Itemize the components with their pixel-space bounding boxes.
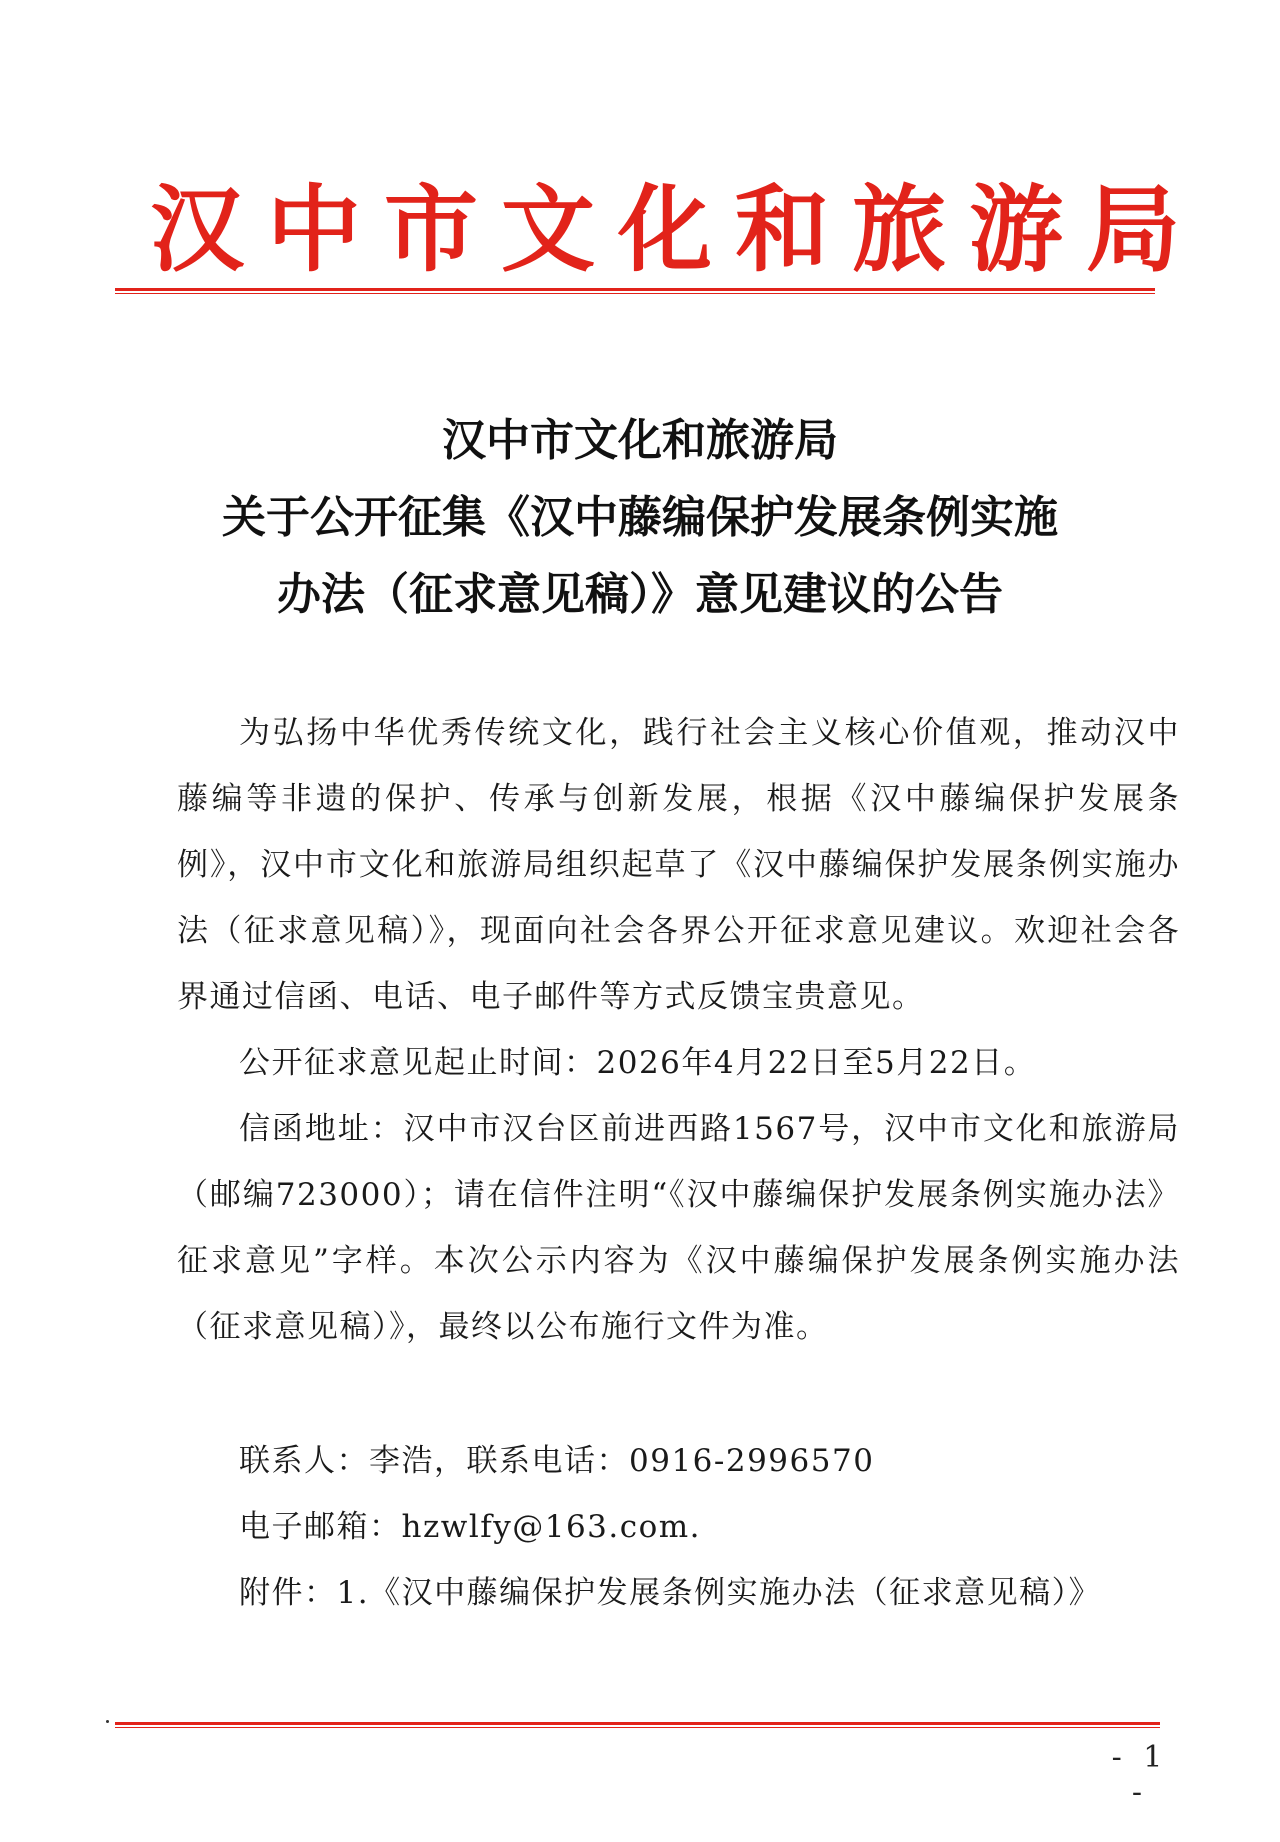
- body-paragraph-period: 公开征求意见起止时间：2026年4月22日至5月22日。: [239, 1045, 1037, 1081]
- letterhead-red-rule: [115, 288, 1155, 294]
- notice-title-line-2: 关于公开征集《汉中藤编保护发展条例实施: [222, 492, 1058, 543]
- notice-title-line-1: 汉中市文化和旅游局: [442, 415, 838, 466]
- contact-info: [177, 1428, 1180, 1626]
- notice-title-line-3: 办法（征求意见稿）》意见建议的公告: [277, 569, 1003, 620]
- contact-email: 电子邮箱：hzwlfy@163.com.: [239, 1509, 702, 1545]
- notice-title: [140, 402, 1140, 633]
- body-paragraph-intro: 为弘扬中华优秀传统文化，践行社会主义核心价值观，推动汉中藤编等非遗的保护、传承与创新发展，根据《汉中藤编保护发展条例》，汉中市文化和旅游局组织起草了《汉中藤编保护发展条例实施办法（征求意见稿）》，现面向社会各界公开征求意见建议。欢迎社会各界通过信函、电话、电子邮件等方式反馈宝贵意见。: [177, 715, 1180, 1015]
- body-paragraph-address: 信函地址：汉中市汉台区前进西路1567号，汉中市文化和旅游局（邮编723000）；请在信件注明“《汉中藤编保护发展条例实施办法》征求意见”字样。本次公示内容为《汉中藤编保护发展条例实施办法（征求意见稿）》，最终以公布施行文件为准。: [177, 1111, 1180, 1345]
- notice-body: [177, 700, 1180, 1360]
- letterhead-title: 汉中市文化和旅游局: [150, 175, 1204, 285]
- page-number: - 1 -: [1111, 1740, 1169, 1810]
- attachment-list: 附件：1.《汉中藤编保护发展条例实施办法（征求意见稿）》: [239, 1575, 1102, 1611]
- contact-person: 联系人：李浩，联系电话：0916-2996570: [239, 1443, 875, 1479]
- scan-dot: [106, 1720, 109, 1723]
- footer-red-rule: [115, 1722, 1160, 1728]
